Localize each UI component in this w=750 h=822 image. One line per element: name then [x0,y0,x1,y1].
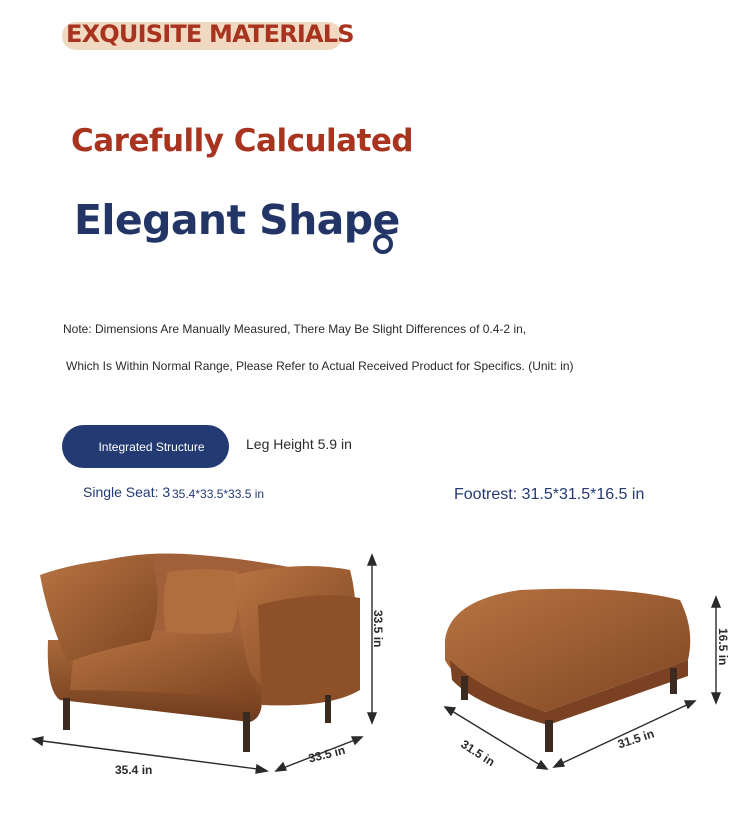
footrest-label: Footrest: 31.5*31.5*16.5 in [454,486,645,503]
title-line-2: Elegant Shape [74,196,400,244]
section-badge: EXQUISITE MATERIALS [66,20,354,48]
title-line-1: Carefully Calculated [71,123,414,159]
note-line-2: Which Is Within Normal Range, Please Refer to Actual Received Product for Specifics. (Unit: in) [66,359,574,373]
chair-height-label: 33.5 in [371,610,385,648]
ottoman-depth-label: 31.5 in [458,737,498,770]
armchair-illustration [40,554,360,752]
integrated-structure-button[interactable]: Integrated Structure [62,425,229,468]
single-seat-label: Single Seat: 3 [83,484,171,500]
ottoman-height-label: 16.5 in [716,628,730,666]
chair-depth-label: 33.5 in [307,742,347,766]
single-seat-dimensions: 35.4*33.5*33.5 in [172,487,265,501]
footrest-illustration [445,589,690,752]
chair-width-label: 35.4 in [115,763,153,777]
leg-height-label: Leg Height 5.9 in [246,436,352,452]
note-line-1: Note: Dimensions Are Manually Measured, There May Be Slight Differences of 0.4-2 in, [63,322,527,336]
ottoman-width-label: 31.5 in [616,726,656,752]
